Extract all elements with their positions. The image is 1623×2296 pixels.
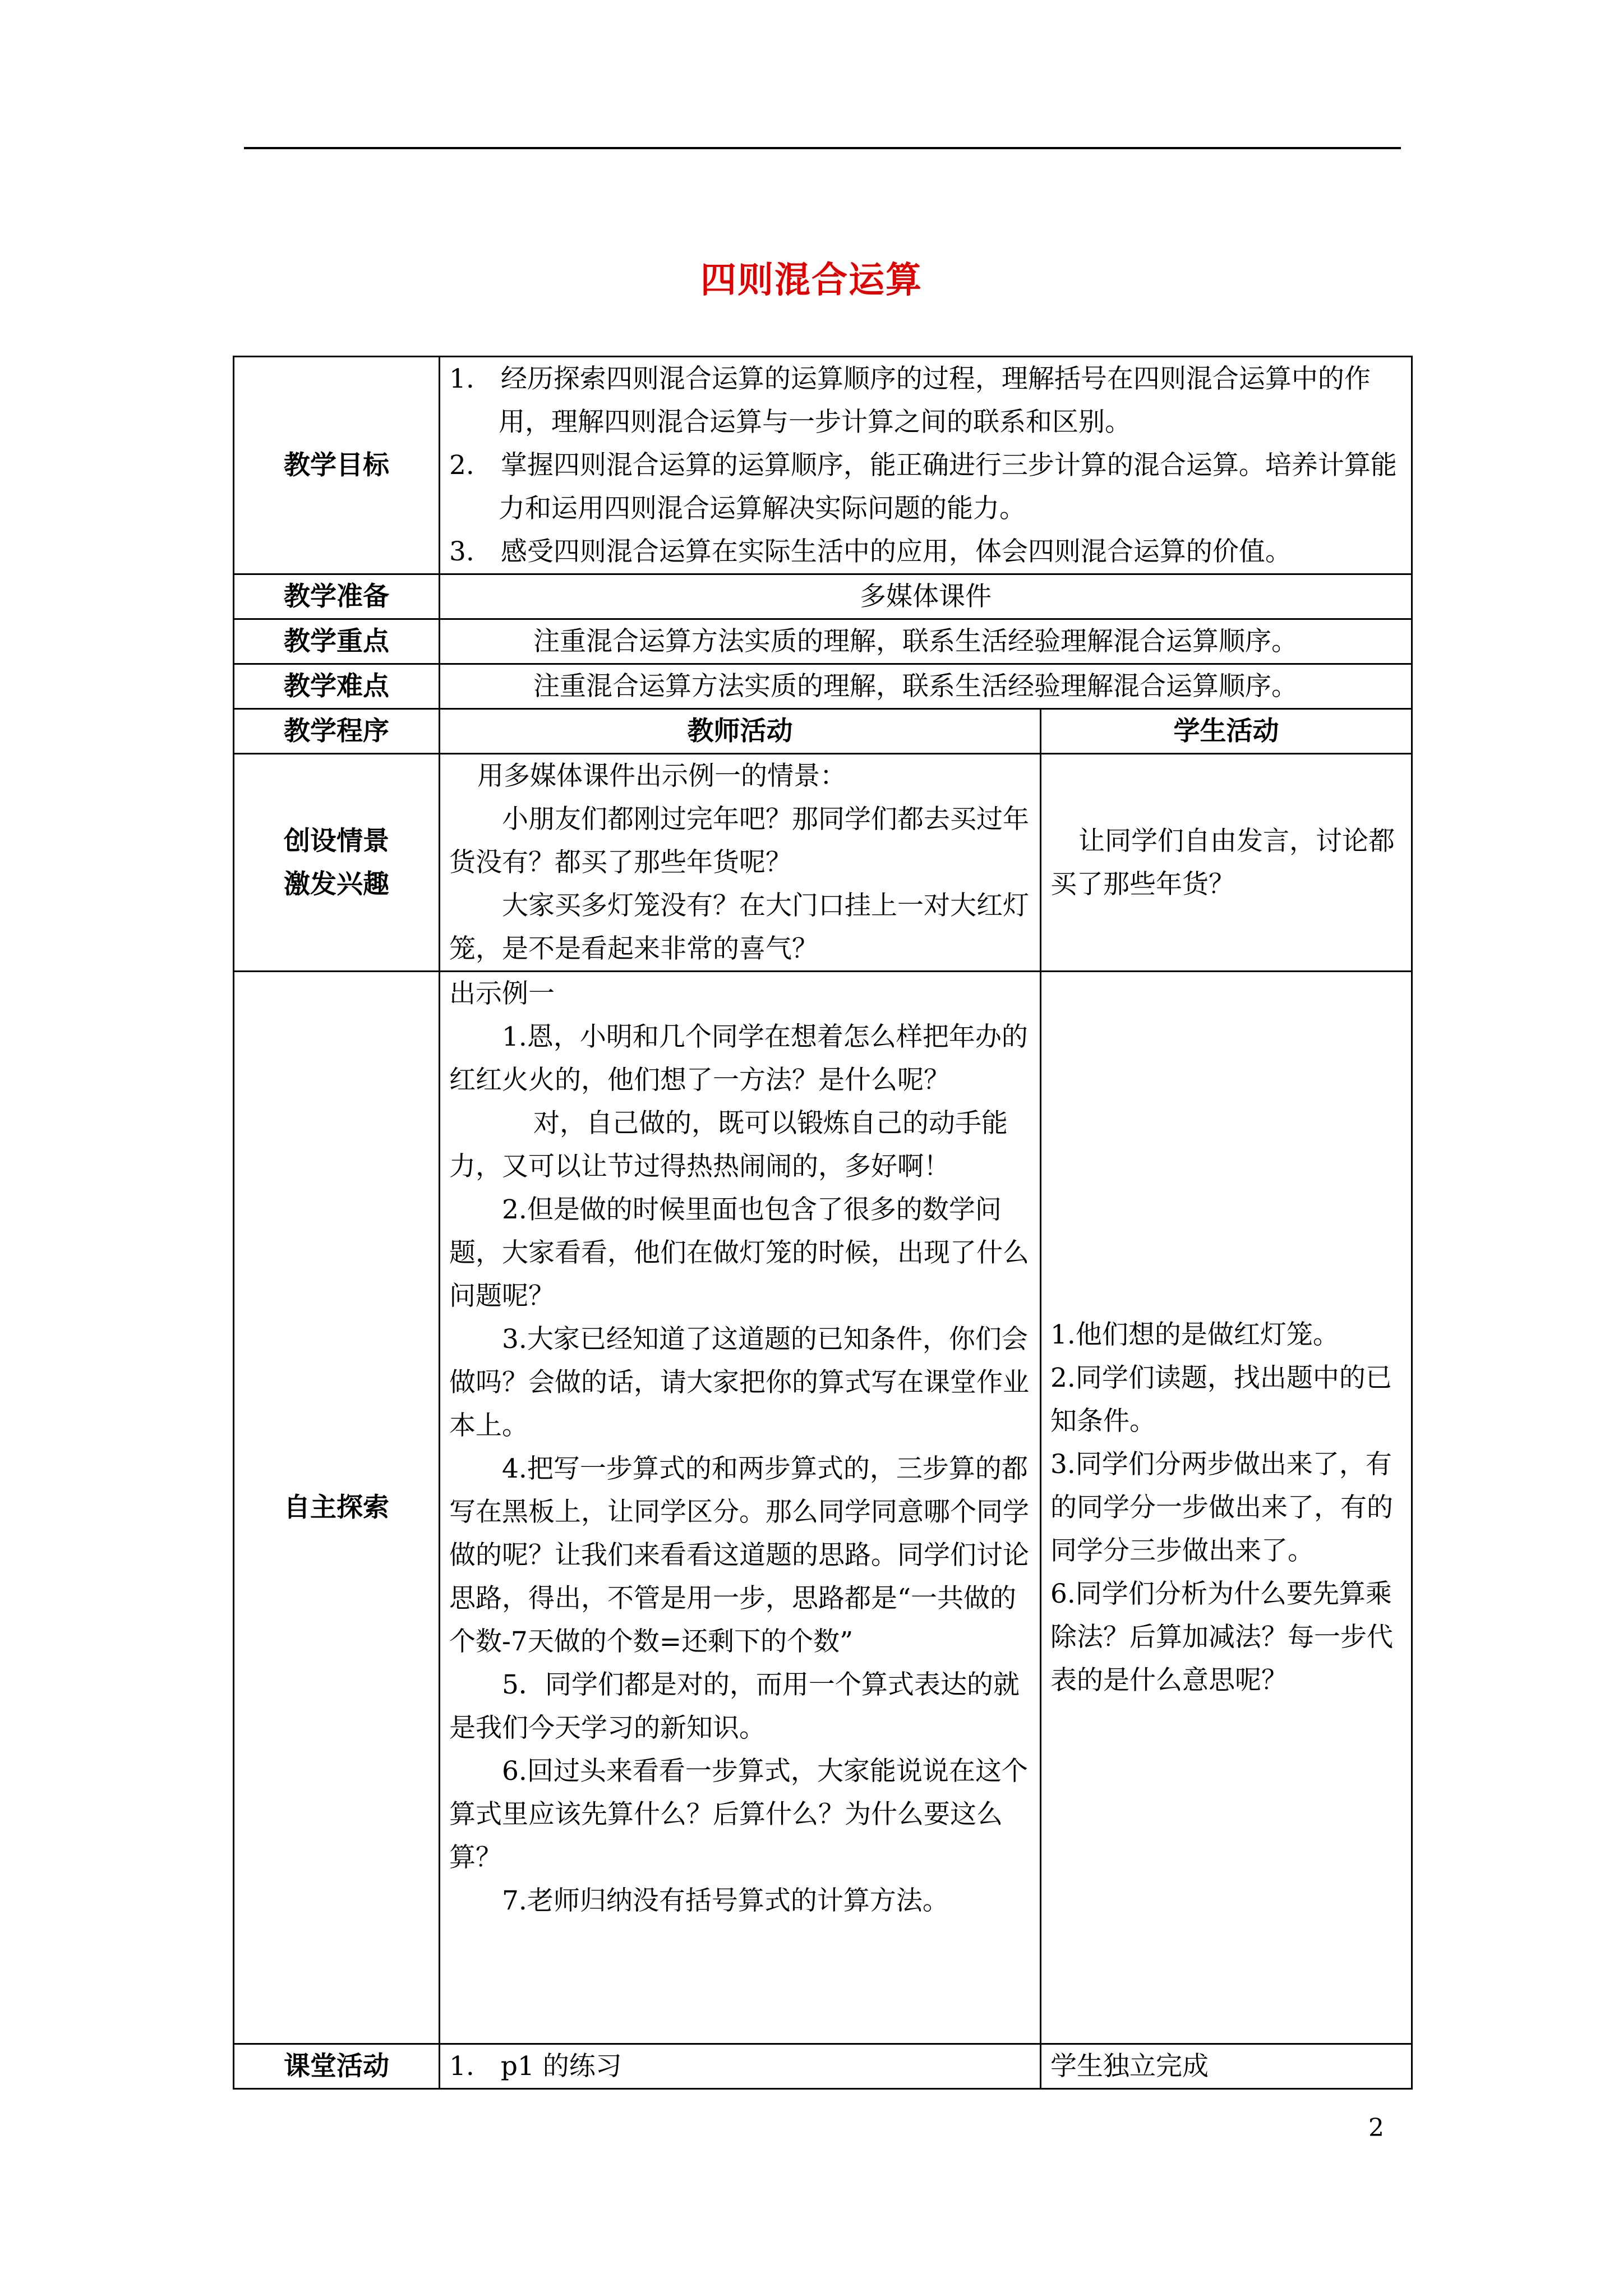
prep-content: 多媒体课件 [440,574,1412,619]
paragraph: 对，自己做的，既可以锻炼自己的动手能力，又可以让节过得热热闹闹的，多好啊！ [449,1108,1008,1182]
header-rule [244,147,1401,149]
goals-content [440,357,1412,574]
activity-teacher: 1. p1 的练习 [440,2044,1041,2089]
label-intro [234,754,440,972]
paragraph: 6.回过头来看看一步算式，大家能说说在这个算式里应该先算什么？后算什么？为什么要这么算？ [449,1756,1028,1873]
lesson-plan-table [233,356,1413,2090]
document-title: 四则混合运算 [700,259,923,301]
paragraph: 出示例一 [449,978,555,1009]
paragraph: 让同学们自由发言，讨论都买了那些年货？ [1050,825,1395,900]
paragraph: 4.把写一步算式的和两步算式的，三步算的都写在黑板上，让同学区分。那么同学同意哪个同学做的呢？让我们来看看这道题的思路。同学们讨论思路，得出，不管是用一步，思路都是“一共做的个数-7天做的个数=还剩下的个数” [449,1453,1029,1657]
paragraph: 7.老师归纳没有括号算式的计算方法。 [502,1885,949,1916]
row-intro [234,754,1412,972]
intro-student [1041,754,1412,972]
student-activity-header: 学生活动 [1041,709,1412,754]
label-intro-line: 创设情景 [284,825,389,857]
paragraph: 5．同学们都是对的，而用一个算式表达的就是我们今天学习的新知识。 [449,1669,1020,1743]
row-explore [234,972,1412,2044]
explore-teacher [440,972,1041,2044]
paragraph: 3.大家已经知道了这道题的已知条件，你们会做吗？会做的话，请大家把你的算式写在课堂作业本上。 [449,1324,1029,1441]
paragraph: 1.他们想的是做红灯笼。 [1050,1319,1339,1350]
label-prep: 教学准备 [234,574,440,619]
goal-item: 2. 掌握四则混合运算的运算顺序，能正确进行三步计算的混合运算。培养计算能力和运用四则混合运算解决实际问题的能力。 [449,450,1397,524]
teacher-activity-header: 教师活动 [440,709,1041,754]
difficulty-text: 注重混合运算方法实质的理解，联系生活经验理解混合运算顺序。 [533,671,1298,702]
activity-student: 学生独立完成 [1041,2044,1412,2089]
row-difficulty [234,664,1412,709]
row-procedure [234,709,1412,754]
paragraph: 2.同学们读题，找出题中的已知条件。 [1050,1363,1392,1437]
paragraph: 小朋友们都刚过完年吧？那同学们都去买过年货没有？都买了那些年货呢？ [449,804,1029,878]
row-prep [234,574,1412,619]
paragraph: 3.同学们分两步做出来了，有的同学分一步做出来了，有的同学分三步做出来了。 [1050,1449,1393,1566]
paragraph: 1.恩，小明和几个同学在想着怎么样把年办的红红火火的，他们想了一方法？是什么呢？ [449,1022,1028,1096]
label-goals: 教学目标 [234,357,440,574]
difficulty-content [440,664,1412,709]
paragraph: 6.同学们分析为什么要先算乘除法？后算加减法？每一步代表的是什么意思呢？ [1050,1579,1393,1696]
row-goals [234,357,1412,574]
paragraph: 大家买多灯笼没有？在大门口挂上一对大红灯笼，是不是看起来非常的喜气？ [449,890,1029,964]
paragraph: 用多媒体课件出示例一的情景： [477,761,846,792]
label-explore: 自主探索 [234,972,440,2044]
intro-teacher [440,754,1041,972]
label-intro-line: 激发兴趣 [284,868,389,900]
label-activity: 课堂活动 [234,2044,440,2089]
row-key [234,619,1412,664]
label-procedure: 教学程序 [234,709,440,754]
key-content [440,619,1412,664]
paragraph: 2.但是做的时候里面也包含了很多的数学问题，大家看看，他们在做灯笼的时候，出现了什么问题呢？ [449,1194,1029,1312]
goal-item: 1. 经历探索四则混合运算的运算顺序的过程，理解括号在四则混合运算中的作用，理解四则混合运算与一步计算之间的联系和区别。 [449,364,1371,438]
explore-student [1041,972,1412,2044]
label-key: 教学重点 [234,619,440,664]
row-activity [234,2044,1412,2089]
goal-item: 3. 感受四则混合运算在实际生活中的应用，体会四则混合运算的价值。 [449,536,1292,567]
page-number: 2 [1368,2114,1384,2142]
label-difficulty: 教学难点 [234,664,440,709]
key-text: 注重混合运算方法实质的理解，联系生活经验理解混合运算顺序。 [533,626,1298,657]
